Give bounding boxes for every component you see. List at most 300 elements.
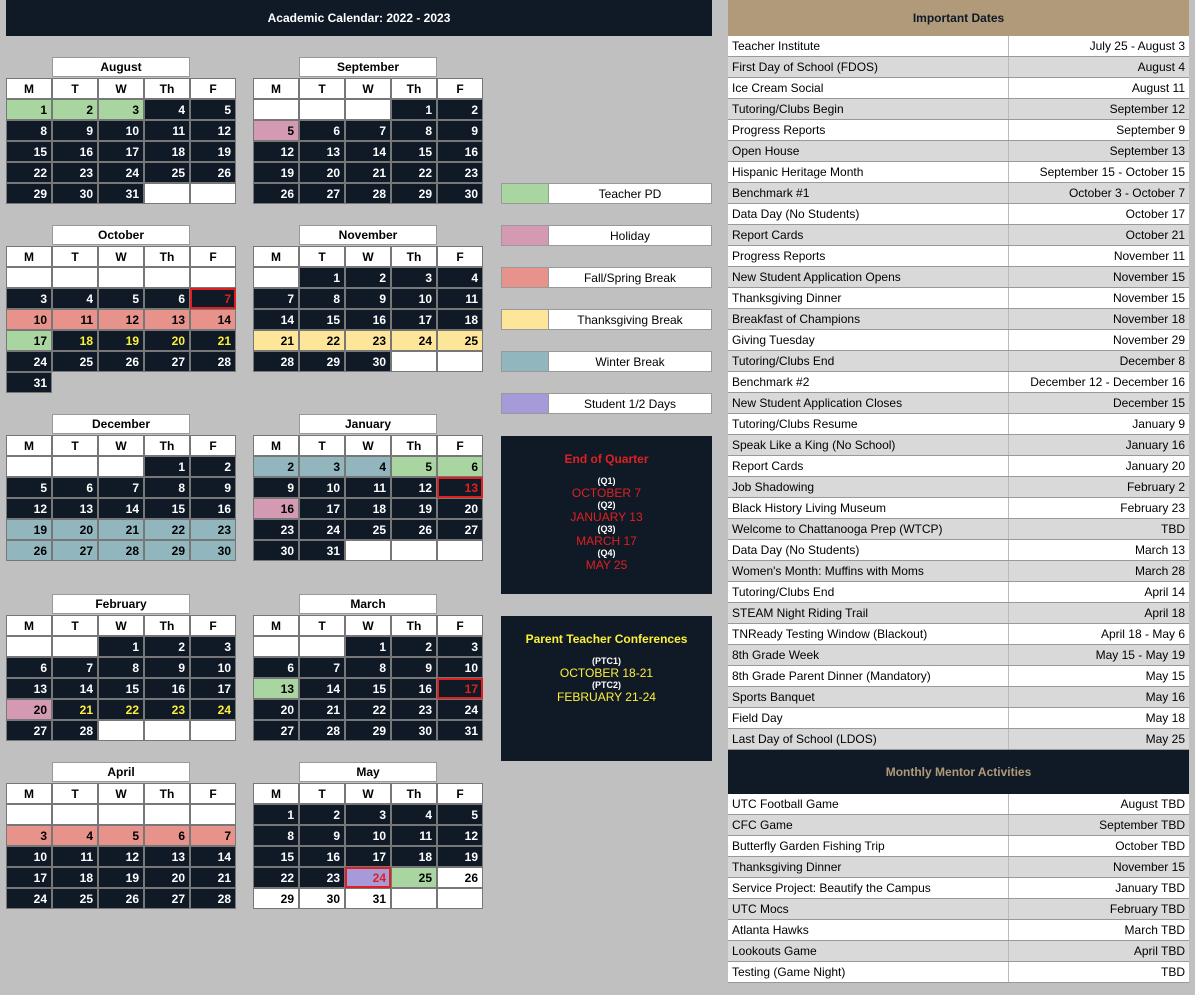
empty-cell — [190, 267, 236, 288]
day-cell: 6 — [144, 288, 190, 309]
day-cell: 11 — [52, 846, 98, 867]
day-cell: 30 — [52, 183, 98, 204]
date-row — [728, 78, 1189, 99]
day-cell: 6 — [253, 657, 299, 678]
day-cell: 1 — [144, 456, 190, 477]
day-cell: 3 — [437, 636, 483, 657]
legend-swatch — [502, 310, 549, 329]
day-cell: 13 — [144, 309, 190, 330]
day-cell: 5 — [98, 288, 144, 309]
empty-cell — [6, 456, 52, 477]
day-cell: 10 — [190, 657, 236, 678]
day-cell: 17 — [391, 309, 437, 330]
empty-cell — [253, 99, 299, 120]
event-name: Black History Living Museum — [728, 498, 1009, 518]
empty-cell — [345, 99, 391, 120]
weekday-header: T — [52, 783, 98, 804]
day-cell: 4 — [437, 267, 483, 288]
date-row — [728, 288, 1189, 309]
weekday-header: M — [6, 615, 52, 636]
legend-label: Student 1/2 Days — [583, 396, 677, 411]
weekday-header: T — [299, 435, 345, 456]
day-cell: 23 — [144, 699, 190, 720]
day-cell: 2 — [253, 456, 299, 477]
event-name: Progress Reports — [728, 120, 1009, 140]
day-cell: 27 — [6, 720, 52, 741]
day-cell: 5 — [6, 477, 52, 498]
event-date: September 12 — [1109, 102, 1185, 116]
event-name: Thanksgiving Dinner — [728, 857, 1009, 877]
weekday-header: F — [190, 435, 236, 456]
period-date: MAY 25 — [585, 558, 628, 572]
weekday-header: Th — [391, 615, 437, 636]
event-name: Tutoring/Clubs End — [728, 582, 1009, 602]
day-cell: 3 — [345, 804, 391, 825]
day-cell: 30 — [391, 720, 437, 741]
day-cell: 16 — [437, 141, 483, 162]
weekday-header: Th — [144, 246, 190, 267]
empty-cell — [98, 267, 144, 288]
day-cell: 29 — [345, 720, 391, 741]
day-cell: 23 — [391, 699, 437, 720]
legend-item — [501, 351, 712, 372]
event-name: New Student Application Closes — [728, 393, 1009, 413]
day-cell: 16 — [253, 498, 299, 519]
event-name: TNReady Testing Window (Blackout) — [728, 624, 1009, 644]
date-row — [728, 815, 1189, 836]
event-date: November 15 — [1112, 860, 1185, 874]
event-name: Tutoring/Clubs Resume — [728, 414, 1009, 434]
day-cell: 3 — [190, 636, 236, 657]
weekday-header: Th — [144, 435, 190, 456]
event-date: October 3 - October 7 — [1068, 186, 1185, 200]
period-date: FEBRUARY 21-24 — [557, 690, 656, 704]
day-cell: 21 — [52, 699, 98, 720]
weekday-header: M — [6, 78, 52, 99]
event-name: Field Day — [728, 708, 1009, 728]
day-cell: 19 — [253, 162, 299, 183]
day-cell: 23 — [299, 867, 345, 888]
empty-cell — [391, 540, 437, 561]
day-cell: 6 — [6, 657, 52, 678]
legend-label: Holiday — [609, 228, 651, 243]
event-date: November 29 — [1112, 333, 1185, 347]
day-cell: 16 — [345, 309, 391, 330]
day-cell: 15 — [391, 141, 437, 162]
event-date: December 8 — [1119, 354, 1185, 368]
empty-cell — [144, 804, 190, 825]
day-cell: 31 — [299, 540, 345, 561]
weekday-header: M — [6, 783, 52, 804]
day-cell: 16 — [144, 678, 190, 699]
day-cell: 8 — [391, 120, 437, 141]
day-cell: 19 — [437, 846, 483, 867]
ptc-title: Parent Teacher Conferences — [525, 632, 688, 646]
ptc-box — [501, 616, 712, 761]
day-cell: 23 — [52, 162, 98, 183]
day-cell: 7 — [52, 657, 98, 678]
date-row — [728, 836, 1189, 857]
date-row — [728, 120, 1189, 141]
event-name: Thanksgiving Dinner — [728, 288, 1009, 308]
legend-label: Teacher PD — [598, 186, 662, 201]
day-cell: 25 — [391, 867, 437, 888]
event-date: January 16 — [1125, 438, 1185, 452]
event-name: Report Cards — [728, 225, 1009, 245]
weekday-header: T — [299, 615, 345, 636]
weekday-header: W — [345, 78, 391, 99]
day-cell: 28 — [253, 351, 299, 372]
day-cell: 11 — [144, 120, 190, 141]
date-row — [728, 962, 1189, 983]
event-name: Benchmark #1 — [728, 183, 1009, 203]
weekday-header: Th — [391, 783, 437, 804]
day-cell: 26 — [253, 183, 299, 204]
event-date: May 18 — [1145, 711, 1185, 725]
day-cell: 30 — [190, 540, 236, 561]
date-row — [728, 708, 1189, 729]
day-cell: 12 — [98, 846, 144, 867]
day-cell: 6 — [52, 477, 98, 498]
end-of-quarter-box — [501, 436, 712, 594]
day-cell: 9 — [52, 120, 98, 141]
event-name: New Student Application Opens — [728, 267, 1009, 287]
day-cell: 22 — [98, 699, 144, 720]
day-cell: 17 — [6, 330, 52, 351]
weekday-header: T — [299, 783, 345, 804]
empty-cell — [437, 888, 483, 909]
day-cell: 20 — [437, 498, 483, 519]
day-cell: 4 — [52, 288, 98, 309]
day-cell: 21 — [190, 330, 236, 351]
event-date: TBD — [1161, 965, 1185, 979]
day-cell: 29 — [6, 183, 52, 204]
day-cell: 17 — [345, 846, 391, 867]
day-cell: 25 — [345, 519, 391, 540]
day-cell: 10 — [345, 825, 391, 846]
event-name: Lookouts Game — [728, 941, 1009, 961]
day-cell: 9 — [437, 120, 483, 141]
day-cell: 23 — [190, 519, 236, 540]
day-cell: 4 — [144, 99, 190, 120]
important-dates-title: Important Dates — [728, 0, 1189, 36]
day-cell: 28 — [190, 351, 236, 372]
date-row — [728, 624, 1189, 645]
event-name: Breakfast of Champions — [728, 309, 1009, 329]
day-cell: 1 — [299, 267, 345, 288]
weekday-header: M — [253, 78, 299, 99]
weekday-header: T — [299, 246, 345, 267]
date-row — [728, 414, 1189, 435]
event-name: 8th Grade Week — [728, 645, 1009, 665]
empty-cell — [6, 267, 52, 288]
legend-item — [501, 225, 712, 246]
event-date: May 16 — [1145, 690, 1185, 704]
empty-cell — [253, 267, 299, 288]
day-cell: 21 — [345, 162, 391, 183]
day-cell: 9 — [299, 825, 345, 846]
day-cell: 30 — [253, 540, 299, 561]
date-row — [728, 498, 1189, 519]
event-date: October TBD — [1115, 839, 1185, 853]
date-row — [728, 204, 1189, 225]
weekday-header: Th — [144, 615, 190, 636]
day-cell: 28 — [190, 888, 236, 909]
weekday-header: W — [98, 78, 144, 99]
day-cell: 12 — [253, 141, 299, 162]
day-cell: 12 — [391, 477, 437, 498]
date-row — [728, 330, 1189, 351]
month-name: May — [299, 762, 437, 782]
day-cell: 4 — [391, 804, 437, 825]
day-cell: 5 — [190, 99, 236, 120]
day-cell: 9 — [144, 657, 190, 678]
day-cell: 28 — [52, 720, 98, 741]
day-cell: 25 — [437, 330, 483, 351]
date-row — [728, 920, 1189, 941]
day-cell: 14 — [190, 309, 236, 330]
day-cell: 3 — [299, 456, 345, 477]
legend-swatch — [502, 184, 549, 203]
weekday-header: M — [6, 435, 52, 456]
empty-cell — [52, 636, 98, 657]
legend-swatch — [502, 352, 549, 371]
day-cell: 12 — [437, 825, 483, 846]
date-row — [728, 141, 1189, 162]
period-label: (Q2) — [597, 500, 616, 510]
date-row — [728, 435, 1189, 456]
event-name: Data Day (No Students) — [728, 204, 1009, 224]
day-cell: 13 — [144, 846, 190, 867]
date-row — [728, 687, 1189, 708]
event-name: Giving Tuesday — [728, 330, 1009, 350]
day-cell: 18 — [391, 846, 437, 867]
event-name: Tutoring/Clubs End — [728, 351, 1009, 371]
event-date: August 11 — [1131, 81, 1185, 95]
day-cell: 20 — [299, 162, 345, 183]
date-row — [728, 878, 1189, 899]
day-cell: 26 — [437, 867, 483, 888]
day-cell: 18 — [437, 309, 483, 330]
date-row — [728, 162, 1189, 183]
weekday-header: T — [299, 78, 345, 99]
day-cell: 8 — [98, 657, 144, 678]
day-cell: 14 — [190, 846, 236, 867]
legend-swatch — [502, 268, 549, 287]
day-cell: 2 — [299, 804, 345, 825]
empty-cell — [299, 636, 345, 657]
day-cell: 31 — [98, 183, 144, 204]
weekday-header: W — [98, 615, 144, 636]
day-cell: 26 — [190, 162, 236, 183]
day-cell: 27 — [52, 540, 98, 561]
event-name: Ice Cream Social — [728, 78, 1009, 98]
day-cell: 5 — [253, 120, 299, 141]
day-cell: 13 — [253, 678, 299, 699]
day-cell: 19 — [98, 330, 144, 351]
day-cell: 14 — [345, 141, 391, 162]
day-cell: 24 — [345, 867, 391, 888]
weekday-header: T — [52, 246, 98, 267]
weekday-header: Th — [144, 783, 190, 804]
day-cell: 9 — [345, 288, 391, 309]
date-row — [728, 666, 1189, 687]
day-cell: 2 — [391, 636, 437, 657]
empty-cell — [391, 351, 437, 372]
empty-cell — [190, 183, 236, 204]
date-row — [728, 309, 1189, 330]
event-date: April 14 — [1144, 585, 1185, 599]
date-row — [728, 183, 1189, 204]
day-cell: 28 — [345, 183, 391, 204]
day-cell: 17 — [98, 141, 144, 162]
weekday-header: F — [190, 615, 236, 636]
day-cell: 20 — [144, 330, 190, 351]
event-name: 8th Grade Parent Dinner (Mandatory) — [728, 666, 1009, 686]
month-name: March — [299, 594, 437, 614]
day-cell: 10 — [437, 657, 483, 678]
day-cell: 10 — [6, 846, 52, 867]
event-date: October 21 — [1125, 228, 1185, 242]
day-cell: 24 — [391, 330, 437, 351]
event-name: STEAM Night Riding Trail — [728, 603, 1009, 623]
day-cell: 2 — [144, 636, 190, 657]
weekday-header: W — [345, 246, 391, 267]
weekday-header: M — [253, 783, 299, 804]
day-cell: 24 — [6, 888, 52, 909]
day-cell: 27 — [144, 888, 190, 909]
day-cell: 27 — [253, 720, 299, 741]
day-cell: 22 — [144, 519, 190, 540]
day-cell: 3 — [391, 267, 437, 288]
day-cell: 5 — [437, 804, 483, 825]
day-cell: 15 — [253, 846, 299, 867]
day-cell: 8 — [6, 120, 52, 141]
period-date: OCTOBER 7 — [571, 486, 642, 500]
day-cell: 13 — [52, 498, 98, 519]
event-date: March TBD — [1124, 923, 1185, 937]
day-cell: 13 — [437, 477, 483, 498]
empty-cell — [190, 720, 236, 741]
day-cell: 16 — [391, 678, 437, 699]
day-cell: 14 — [52, 678, 98, 699]
period-label: (Q3) — [597, 524, 616, 534]
day-cell: 7 — [345, 120, 391, 141]
day-cell: 17 — [190, 678, 236, 699]
empty-cell — [391, 888, 437, 909]
weekday-header: F — [437, 615, 483, 636]
date-row — [728, 393, 1189, 414]
day-cell: 6 — [437, 456, 483, 477]
weekday-header: F — [437, 246, 483, 267]
month-name: November — [299, 225, 437, 245]
day-cell: 10 — [6, 309, 52, 330]
weekday-header: W — [98, 246, 144, 267]
day-cell: 14 — [98, 498, 144, 519]
day-cell: 15 — [299, 309, 345, 330]
day-cell: 6 — [299, 120, 345, 141]
event-name: Sports Banquet — [728, 687, 1009, 707]
event-name: Women's Month: Muffins with Moms — [728, 561, 1009, 581]
date-row — [728, 857, 1189, 878]
date-row — [728, 351, 1189, 372]
legend-item — [501, 309, 712, 330]
date-row — [728, 899, 1189, 920]
period-label: (Q4) — [597, 548, 616, 558]
weekday-header: Th — [391, 435, 437, 456]
day-cell: 17 — [299, 498, 345, 519]
event-name: UTC Mocs — [728, 899, 1009, 919]
day-cell: 30 — [437, 183, 483, 204]
day-cell: 2 — [437, 99, 483, 120]
date-row — [728, 477, 1189, 498]
day-cell: 25 — [144, 162, 190, 183]
day-cell: 24 — [437, 699, 483, 720]
date-row — [728, 941, 1189, 962]
day-cell: 27 — [144, 351, 190, 372]
day-cell: 2 — [52, 99, 98, 120]
event-date: December 12 - December 16 — [1030, 375, 1185, 389]
day-cell: 26 — [6, 540, 52, 561]
day-cell: 8 — [345, 657, 391, 678]
day-cell: 1 — [345, 636, 391, 657]
weekday-header: W — [345, 783, 391, 804]
day-cell: 5 — [391, 456, 437, 477]
day-cell: 18 — [144, 141, 190, 162]
day-cell: 5 — [98, 825, 144, 846]
event-name: Data Day (No Students) — [728, 540, 1009, 560]
day-cell: 28 — [98, 540, 144, 561]
day-cell: 1 — [253, 804, 299, 825]
mentor-title: Monthly Mentor Activities — [728, 750, 1189, 794]
day-cell: 23 — [253, 519, 299, 540]
day-cell: 12 — [98, 309, 144, 330]
day-cell: 31 — [437, 720, 483, 741]
date-row — [728, 267, 1189, 288]
weekday-header: W — [98, 435, 144, 456]
day-cell: 7 — [299, 657, 345, 678]
day-cell: 16 — [190, 498, 236, 519]
day-cell: 18 — [345, 498, 391, 519]
weekday-header: T — [52, 435, 98, 456]
day-cell: 22 — [345, 699, 391, 720]
event-name: Job Shadowing — [728, 477, 1009, 497]
day-cell: 10 — [299, 477, 345, 498]
day-cell: 6 — [144, 825, 190, 846]
weekday-header: W — [345, 615, 391, 636]
empty-cell — [6, 636, 52, 657]
day-cell: 8 — [144, 477, 190, 498]
event-date: January 20 — [1125, 459, 1185, 473]
date-row — [728, 540, 1189, 561]
date-row — [728, 561, 1189, 582]
day-cell: 4 — [52, 825, 98, 846]
legend-label: Winter Break — [595, 354, 665, 369]
empty-cell — [190, 372, 236, 393]
event-name: First Day of School (FDOS) — [728, 57, 1009, 77]
month-name: January — [299, 414, 437, 434]
day-cell: 24 — [98, 162, 144, 183]
date-row — [728, 456, 1189, 477]
day-cell: 14 — [299, 678, 345, 699]
month-name: September — [299, 57, 437, 77]
day-cell: 20 — [253, 699, 299, 720]
empty-cell — [144, 372, 190, 393]
day-cell: 23 — [345, 330, 391, 351]
empty-cell — [437, 351, 483, 372]
day-cell: 16 — [52, 141, 98, 162]
empty-cell — [52, 456, 98, 477]
